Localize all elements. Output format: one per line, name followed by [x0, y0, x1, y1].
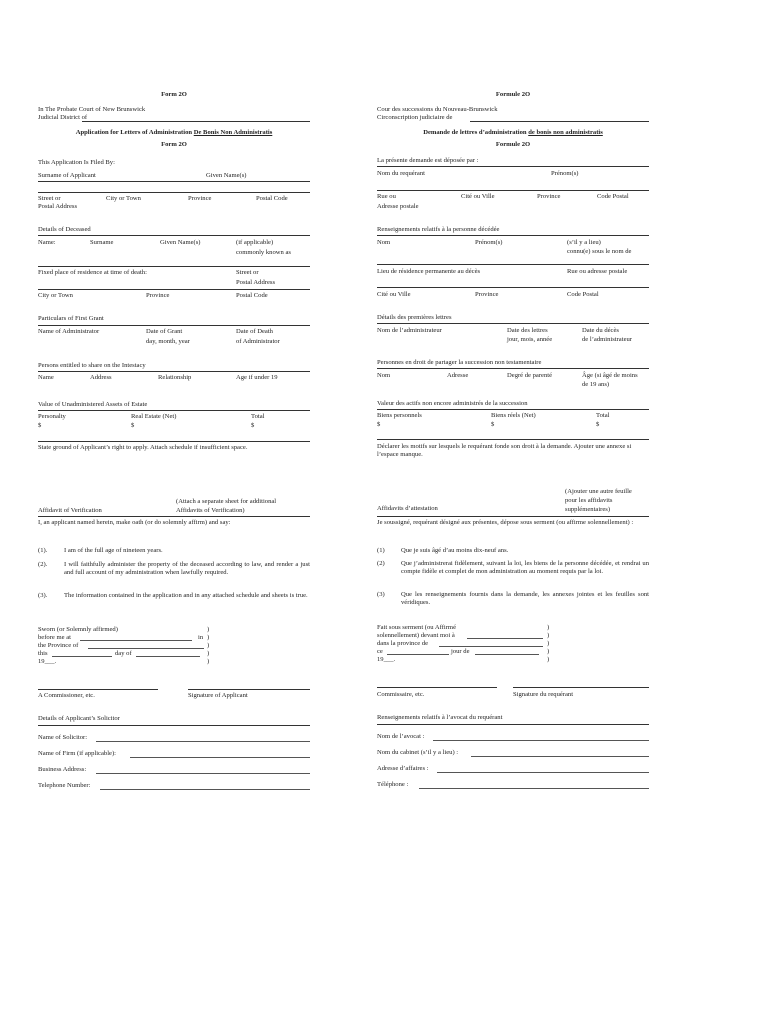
telephone-field[interactable]	[419, 788, 649, 789]
persons-entitled-heading: Persons entitled to share on the Intestacy	[38, 362, 146, 369]
adresse-affaires-field[interactable]	[437, 772, 649, 773]
details-premieres-heading: Détails des premières lettres	[377, 314, 452, 321]
decedee-prenoms-label: Prénom(s)	[475, 239, 503, 246]
nom-cabinet-label: Nom du cabinet (s’il y a lieu) :	[377, 749, 459, 756]
commonly-known-label: commonly known as	[236, 249, 291, 256]
signature-label: Signature of Applicant	[188, 692, 248, 699]
form-subtitle: Formule 2O	[495, 141, 531, 148]
total-dollar: $	[596, 421, 600, 428]
residence-postal-label: Postal Address	[236, 279, 276, 286]
residence-code-postal-label: Code Postal	[567, 291, 599, 298]
nom-admin-label: Nom de l’administrateur	[377, 327, 442, 334]
details-deceased-heading: Details of Deceased	[38, 226, 91, 233]
biens-personnels-label: Biens personnels	[377, 412, 422, 419]
item-3-text: The information contained in the application and in any attached schedule and sheets is true.	[64, 592, 308, 599]
sworn-day-blank	[136, 656, 200, 657]
value-line	[38, 410, 310, 411]
nom-requerant-label: Nom du requérant	[377, 170, 425, 177]
persons-name-label: Name	[38, 374, 54, 381]
fait-devant-blank	[467, 638, 543, 639]
biens-reels-dollar: $	[491, 421, 495, 428]
valeur-actifs-heading: Valeur des actifs non encore administrés de la succession	[377, 400, 528, 407]
residence-line-2	[377, 287, 649, 288]
signature-line	[188, 689, 310, 690]
of-administrator-label: of Administrator	[236, 338, 280, 345]
particulars-line	[38, 325, 310, 326]
application-title	[377, 129, 649, 137]
form-subtitle: Form 2O	[161, 141, 187, 148]
fait-line-4: ce	[377, 648, 383, 655]
residence-line-2	[38, 289, 310, 290]
commissioner-line	[38, 689, 158, 690]
solicitor-phone-label: Telephone Number:	[38, 782, 91, 789]
sworn-line-2: before me at	[38, 634, 71, 641]
application-title-latin: de bonis non administratis	[528, 129, 603, 136]
item-2-number: (2).	[38, 561, 48, 568]
item-1-text: I am of the full age of nineteen years.	[64, 547, 163, 554]
solicitor-heading: Details of Applicant’s Solicitor	[38, 715, 120, 722]
date-deces-label: Date du décès	[582, 327, 619, 334]
value-unadmin-heading: Value of Unadministered Assets of Estate	[38, 401, 148, 408]
item-2-text: I will faithfully administer the property of the deceased according to law, and render a just and full account of my administration when lawfully required.	[64, 561, 310, 576]
de-admin-label: de l’administrateur	[582, 336, 632, 343]
total-label: Total	[251, 413, 265, 420]
applicant-name-line	[38, 181, 310, 182]
item-3-number: (3).	[38, 592, 48, 599]
court-line-2: Circonscription judiciaire de	[377, 114, 453, 121]
item-3-number: (3)	[377, 591, 385, 598]
item-1-number: (1)	[377, 547, 385, 554]
sworn-province-blank	[88, 648, 204, 649]
persons-address-label: Address	[90, 374, 112, 381]
fait-line-2: solennellement) devant moi à	[377, 632, 455, 639]
item-1-text: Que je suis âgé d’au moins dix-neuf ans.	[401, 547, 509, 554]
affidavit-line	[38, 516, 310, 517]
personnes-adresse-label: Adresse	[447, 372, 469, 379]
item-3-text: Que les renseignements fournis dans la demande, les annexes jointes et les feuilles sont véridiques.	[401, 591, 649, 606]
dmy-label: day, month, year	[146, 338, 190, 345]
i-applicant-text: I, an applicant named herein, make oath (or do solemnly affirm) and say:	[38, 519, 231, 526]
form-title: Formule 2O	[495, 91, 531, 98]
total-dollar: $	[251, 422, 255, 429]
sworn-line-4b: day of	[115, 650, 132, 657]
sworn-line-4: this	[38, 650, 48, 657]
biens-personnels-dollar: $	[377, 421, 381, 428]
sworn-line-1: Sworn (or Solemnly affirmed)	[38, 626, 118, 633]
solicitor-heading-line	[38, 725, 310, 726]
total-label: Total	[596, 412, 610, 419]
application-title	[38, 129, 310, 137]
item-1-number: (1).	[38, 547, 48, 554]
commissaire-line	[377, 687, 497, 688]
nom-avocat-label: Nom de l’avocat :	[377, 733, 425, 740]
applicant-address-line	[38, 192, 310, 193]
circonscription-line	[470, 121, 649, 122]
filed-by-line	[377, 166, 649, 167]
sworn-brackets: ) ) ) ) )	[207, 626, 210, 665]
value-bottom-line	[38, 441, 310, 442]
renseignements-decedee-heading: Renseignements relatifs à la personne décédée	[377, 226, 500, 233]
postal-address-label: Postal Address	[38, 203, 78, 210]
solicitor-business-field[interactable]	[96, 773, 310, 774]
residence-line	[38, 266, 310, 267]
biens-reels-label: Biens réels (Net)	[491, 412, 536, 419]
residence-cite-label: Cité ou Ville	[377, 291, 411, 298]
personnes-age-label-2: de 19 ans)	[582, 381, 610, 388]
fait-jour-blank	[475, 654, 539, 655]
connu-sous-label: connu(e) sous le nom de	[567, 248, 632, 255]
fait-line-1: Fait sous serment (ou Affirmé	[377, 624, 456, 631]
deceased-heading-line	[38, 235, 310, 236]
application-title-text: Application for Letters of Administration	[75, 129, 193, 136]
residence-postal-code-label: Postal Code	[236, 292, 268, 299]
sworn-this-blank	[52, 656, 112, 657]
city-town-label: City or Town	[106, 195, 141, 202]
date-grant-label: Date of Grant	[146, 328, 183, 335]
province-label: Province	[537, 193, 561, 200]
solicitor-firm-field[interactable]	[130, 757, 310, 758]
sil-y-a-lieu-label: (s’il y a lieu)	[567, 239, 601, 246]
persons-line	[38, 371, 310, 372]
je-soussigne-text: Je soussigné, requérant désigné aux présentes, dépose sous serment (ou affirme solennellement) :	[377, 519, 634, 526]
personnes-nom-label: Nom	[377, 372, 391, 379]
valeur-line	[377, 409, 649, 410]
personalty-label: Personalty	[38, 413, 66, 420]
particulars-heading: Particulars of First Grant	[38, 315, 104, 322]
signature-label: Signature du requérant	[513, 691, 574, 698]
surname-applicant-label: Surname of Applicant	[38, 172, 96, 179]
solicitor-name-field[interactable]	[96, 741, 310, 742]
decedee-heading-line	[377, 235, 649, 236]
jma-label: jour, mois, année	[507, 336, 553, 343]
fait-province-blank	[439, 646, 543, 647]
residence-city-label: City or Town	[38, 292, 73, 299]
personalty-dollar: $	[38, 422, 42, 429]
residence-province-label: Province	[146, 292, 170, 299]
applicant-name-line	[377, 190, 649, 191]
prenoms-label: Prénom(s)	[551, 170, 579, 177]
valeur-bottom-line	[377, 439, 649, 440]
fait-line-4b: jour de	[451, 648, 470, 655]
telephone-label: Téléphone :	[377, 781, 409, 788]
residence-top-line	[377, 264, 649, 265]
ajouter-note-3: supplémentaires)	[565, 506, 611, 513]
personnes-line	[377, 368, 649, 369]
sworn-at-blank	[80, 640, 192, 641]
adresse-affaires-label: Adresse d’affaires :	[377, 765, 429, 772]
deceased-name-label: Name:	[38, 239, 56, 246]
if-applicable-label: (if applicable)	[236, 239, 274, 246]
given-names-label: Given Name(s)	[206, 172, 247, 179]
court-line-1: Cour des successions du Nouveau-Brunswick	[377, 106, 498, 113]
item-2-text: Que j’administrerai fidèlement, suivant la loi, les biens de la personne décédée, et rendrai un compte fidèle et complet de mon administration au moment requis par la loi.	[401, 560, 649, 575]
fait-line-3: dans la province de	[377, 640, 429, 647]
residence-street-label: Street or	[236, 269, 259, 276]
adresse-postale-label: Adresse postale	[377, 203, 419, 210]
solicitor-name-label: Name of Solicitor:	[38, 734, 88, 741]
solicitor-phone-field[interactable]	[100, 789, 310, 790]
judicial-district-line	[82, 121, 310, 122]
item-2-number: (2)	[377, 560, 385, 567]
persons-age-label: Age if under 19	[236, 374, 278, 381]
commissioner-label: A Commissioner, etc.	[38, 692, 95, 699]
cite-ville-label: Cité ou Ville	[461, 193, 495, 200]
avocat-heading: Renseignements relatifs à l’avocat du requérant	[377, 714, 503, 721]
rue-adresse-label: Rue ou adresse postale	[567, 268, 628, 275]
affidavits-line	[377, 516, 649, 517]
date-lettres-label: Date des lettres	[507, 327, 548, 334]
avocat-heading-line	[377, 724, 649, 725]
attach-sheet-note-2: Affidavits of Verification)	[176, 507, 245, 514]
state-ground-label: State ground of Applicant’s right to apply. Attach schedule if insufficient space.	[38, 444, 248, 451]
nom-cabinet-field[interactable]	[471, 756, 649, 757]
court-line-1: In The Probate Court of New Brunswick	[38, 106, 146, 113]
sworn-line-5: 19___.	[38, 658, 57, 665]
premieres-line	[377, 323, 649, 324]
application-title-text: Demande de lettres d’administration	[423, 129, 527, 136]
form-title: Form 2O	[161, 91, 187, 98]
solicitor-firm-label: Name of Firm (if applicable):	[38, 750, 116, 757]
personnes-droit-heading: Personnes en droit de partager la succession non testamentaire	[377, 359, 542, 366]
french-form	[377, 0, 770, 1024]
code-postal-label: Code Postal	[597, 193, 629, 200]
personnes-age-label-1: Âge (si âgé de moins	[582, 372, 638, 379]
filed-by-label: La présente demande est déposée par :	[377, 157, 479, 164]
declarer-text: Déclarer les motifs sur lesquels le requérant fonde son droit à la demande. Ajouter une annexe si l’espace manque.	[377, 443, 632, 458]
lieu-residence-label: Lieu de résidence permanente au décès	[377, 268, 481, 275]
rue-ou-label: Rue ou	[377, 193, 396, 200]
personnes-degre-label: Degré de parenté	[507, 372, 553, 379]
sworn-line-2b: in	[198, 634, 204, 641]
province-label: Province	[188, 195, 212, 202]
fixed-residence-label: Fixed place of residence at time of death:	[38, 269, 147, 276]
deceased-given-names-label: Given Name(s)	[160, 239, 201, 246]
solicitor-business-label: Business Address:	[38, 766, 87, 773]
sworn-line-3: the Province of	[38, 642, 79, 649]
ajouter-note-2: pour les affidavits	[565, 497, 613, 504]
nom-avocat-field[interactable]	[433, 740, 649, 741]
filed-by-label: This Application Is Filed By:	[38, 159, 115, 166]
real-estate-label: Real Estate (Net)	[131, 413, 177, 420]
persons-relationship-label: Relationship	[158, 374, 192, 381]
decedee-nom-label: Nom	[377, 239, 391, 246]
postal-code-label: Postal Code	[256, 195, 288, 202]
affidavits-heading: Affidavits d’attestation	[377, 505, 438, 512]
name-administrator-label: Name of Administrator	[38, 328, 100, 335]
affidavit-heading: Affidavit of Verification	[38, 507, 102, 514]
real-estate-dollar: $	[131, 422, 135, 429]
court-line-2: Judicial District of	[38, 114, 88, 121]
attach-sheet-note-1: (Attach a separate sheet for additional	[176, 498, 277, 505]
application-title-latin: De Bonis Non Administratis	[193, 129, 273, 136]
signature-line	[513, 687, 649, 688]
street-or-label: Street or	[38, 195, 61, 202]
date-death-label: Date of Death	[236, 328, 273, 335]
fait-ce-blank	[387, 654, 449, 655]
fait-brackets: ) ) ) ) )	[547, 624, 550, 663]
deceased-surname-label: Surname	[90, 239, 114, 246]
ajouter-note-1: (Ajouter une autre feuille	[565, 488, 632, 495]
fait-line-5: 19___.	[377, 656, 396, 663]
residence-province-label: Province	[475, 291, 499, 298]
commissaire-label: Commissaire, etc.	[377, 691, 425, 698]
